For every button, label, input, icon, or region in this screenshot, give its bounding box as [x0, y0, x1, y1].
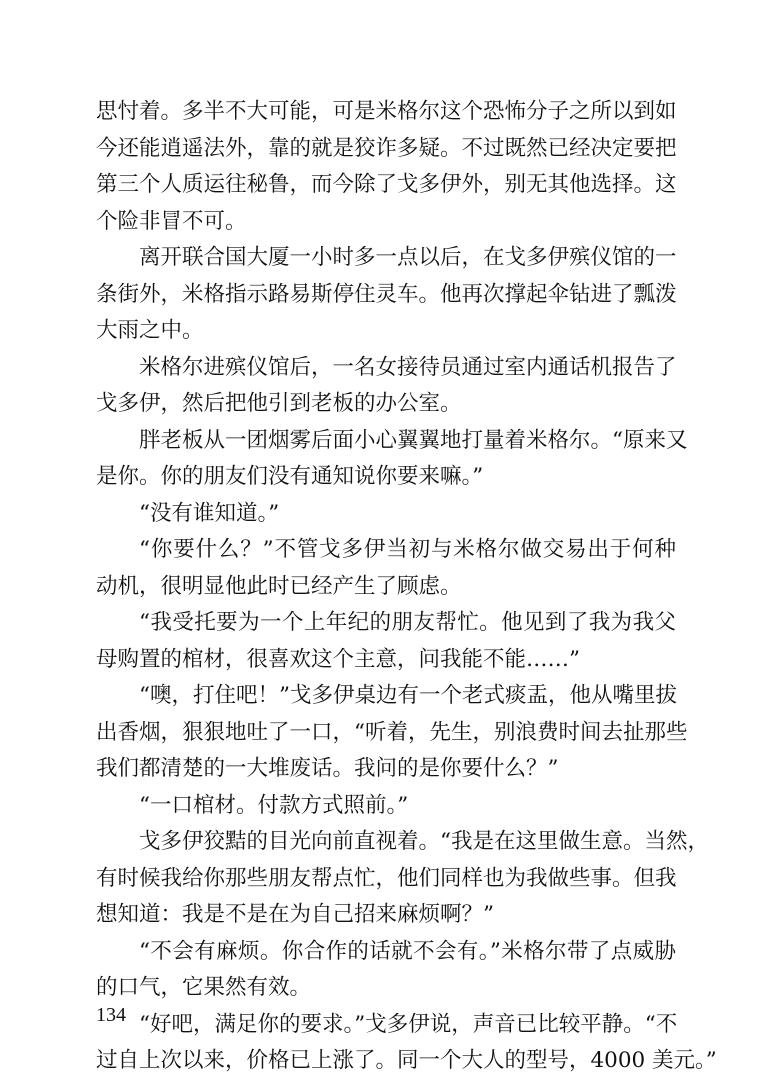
text-line: 是你。你的朋友们没有通知说你要来嘛。” [96, 464, 484, 489]
text-line: 有时候我给你那些朋友帮点忙，他们同样也为我做些事。但我 [96, 865, 677, 891]
text-line: 个险非冒不可。 [96, 208, 247, 234]
text-line: “我受托要为一个上年纪的朋友帮忙。他见到了我为我父 [139, 610, 676, 635]
text-line: 离开联合国大厦一小时多一点以后，在戈多伊殡仪馆的一 [139, 245, 677, 270]
text-line: 动机，很明显他此时已经产生了顾虑。 [96, 573, 462, 599]
text-line: 戈多伊狡黠的目光向前直视着。“我是在这里做生意。当然， [139, 829, 709, 854]
text-line: “没有谁知道。” [139, 500, 280, 526]
text-line: 的口气，它果然有效。 [96, 975, 312, 1000]
body-text [96, 94, 717, 1080]
text-line: 米格尔进殡仪馆后，一名女接待员通过室内通话机报告了 [139, 354, 677, 380]
text-line: 出香烟，狠狠地吐了一口，“听着，先生，别浪费时间去扯那些 [96, 719, 688, 745]
text-line: 戈多伊，然后把他引到老板的办公室。 [96, 391, 462, 416]
page-number: 134 [96, 1004, 126, 1026]
text-line: 想知道：我是不是在为自己招来麻烦啊？” [96, 902, 494, 927]
text-line: 今还能逍遥法外，靠的就是狡诈多疑。不过既然已经决定要把 [96, 135, 677, 161]
text-line: 我们都清楚的一大堆废话。我问的是你要什么？” [96, 756, 559, 781]
text-line: 胖老板从一团烟雾后面小心翼翼地打量着米格尔。“原来又 [139, 427, 688, 453]
text-line: 母购置的棺材，很喜欢这个主意，问我能不能……” [96, 646, 580, 672]
text-line: “好吧，满足你的要求。”戈多伊说，声音已比较平静。“不 [139, 1011, 678, 1037]
text-line: 第三个人质运往秘鲁，而今除了戈多伊外，别无其他选择。这 [96, 172, 677, 197]
text-line: “噢，打住吧！”戈多伊桌边有一个老式痰盂，他从嘴里拔 [139, 683, 677, 708]
text-line: 过自上次以来，价格已上涨了。同一个大人的型号，4000 美元。” [96, 1048, 717, 1073]
text-line: “一口棺材。付款方式照前。” [139, 792, 409, 818]
text-line: 思忖着。多半不大可能，可是米格尔这个恐怖分子之所以到如 [96, 99, 677, 124]
text-line: 大雨之中。 [96, 318, 204, 343]
text-line: 条街外，米格指示路易斯停住灵车。他再次撑起伞钻进了瓢泼 [96, 281, 677, 307]
text-line: “你要什么？”不管戈多伊当初与米格尔做交易出于何种 [139, 537, 676, 562]
text-line: “不会有麻烦。你合作的话就不会有。”米格尔带了点威胁 [139, 938, 676, 964]
